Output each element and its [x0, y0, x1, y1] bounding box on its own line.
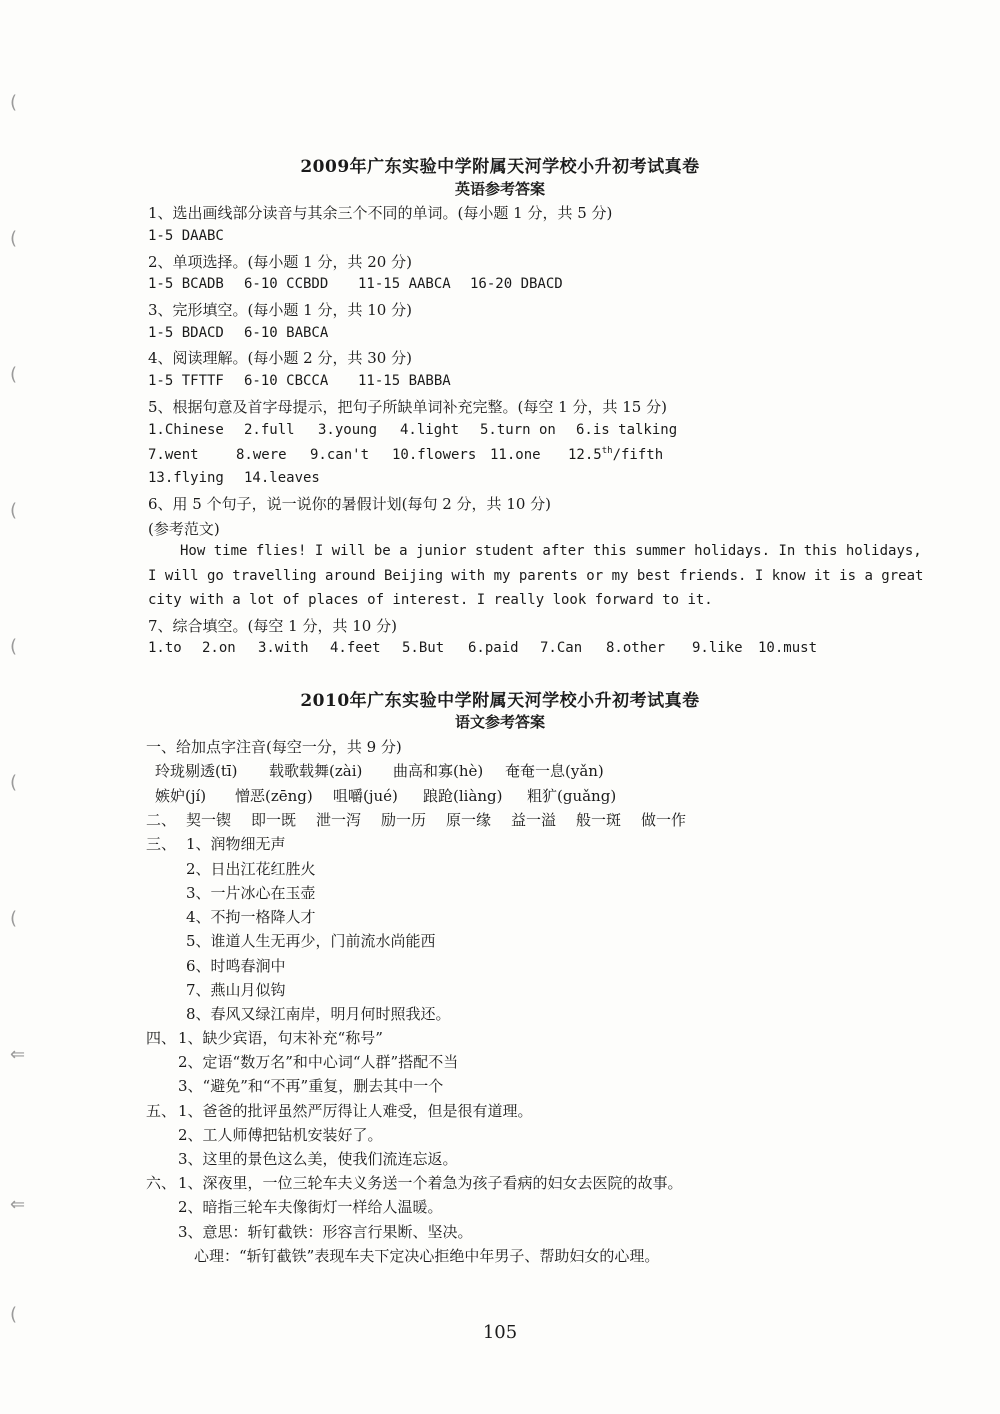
answer-item: 1-5 BDACD — [148, 325, 224, 341]
english-subtitle: 英语参考答案 — [454, 180, 545, 198]
answer-item: 4.light — [400, 422, 460, 438]
essay-line: city with a lot of places of interest. I really look forward to it. — [148, 592, 713, 608]
section-label: 三、 — [146, 835, 177, 853]
essay-line: How time flies! I will be a junior student after this summer holidays. In this holidays, — [180, 543, 922, 559]
english-q3-answers — [148, 325, 328, 341]
punch-mark: ⇐ — [10, 1044, 26, 1065]
answer-item: 6-10 CBCCA — [244, 373, 329, 389]
answer-item: 3.with — [258, 640, 309, 656]
answer-item: 6.is talking — [576, 422, 678, 438]
answer-item: 1-5 BCADB — [148, 276, 224, 292]
answer-item: 14.leaves — [244, 470, 320, 486]
answer-line: 2、工人师傅把钻机安装好了。 — [178, 1126, 383, 1144]
answer-item: 11-15 AABCA — [358, 276, 451, 292]
answer-item: 2.full — [244, 422, 295, 438]
answer-item: 9.can't — [310, 446, 370, 463]
poem-line: 5、谁道人生无再少，门前流水尚能西 — [186, 932, 436, 950]
punch-mark: ( — [10, 500, 18, 521]
answer-line: 3、意思：斩钉截铁：形容言行果断、坚决。 — [178, 1223, 473, 1241]
answer-item: 8.were — [236, 446, 287, 463]
pinyin-item: 憎恶(zēng) — [235, 787, 313, 805]
answer-item: 1-5 TFTTF — [148, 373, 224, 389]
page-number: 105 — [482, 1322, 518, 1343]
punch-mark: ⇐ — [10, 1194, 26, 1215]
pinyin-item: 粗犷(guǎng) — [527, 787, 617, 805]
correction-item: 励一历 — [381, 811, 427, 829]
chinese-s1: 一、给加点字注音(每空一分，共 9 分) — [146, 738, 402, 756]
pinyin-item: 踉跄(liàng) — [423, 787, 503, 805]
punch-mark: ( — [10, 364, 18, 385]
answer-line: 2、定语“数万名”和中心词“人群”搭配不当 — [178, 1053, 459, 1071]
punch-mark: ( — [10, 1304, 18, 1325]
english-q6-reference: (参考范文) — [148, 520, 220, 538]
section-label: 六、 — [146, 1174, 177, 1192]
english-q3: 3、完形填空。(每小题 1 分，共 10 分) — [148, 301, 412, 319]
answer-item: 6-10 BABCA — [244, 325, 329, 341]
essay-line: I will go travelling around Beijing with my parents or my best friends. I know it is a great — [148, 568, 924, 584]
poem-line: 1、润物细无声 — [186, 835, 286, 853]
pinyin-item: 玲珑剔透(tī) — [155, 762, 238, 780]
correction-item: 泄一泻 — [316, 811, 362, 829]
correction-item: 般一斑 — [576, 811, 622, 829]
english-q5-row3 — [148, 470, 320, 486]
answer-item: 3.young — [318, 422, 378, 438]
pinyin-item: 奄奄一息(yǎn) — [505, 762, 604, 780]
answer-item: 1.Chinese — [148, 422, 224, 438]
answer-item: 7.Can — [540, 640, 583, 656]
chinese-s2 — [146, 809, 686, 830]
english-q2-answers — [148, 276, 563, 292]
pinyin-item: 曲高和寡(hè) — [393, 762, 484, 780]
chinese-s1-row2 — [155, 785, 616, 806]
poem-line: 3、一片冰心在玉壶 — [186, 884, 316, 902]
answer-item-12: 12.5th/fifth — [568, 446, 664, 463]
poem-line: 7、燕山月似钩 — [186, 981, 286, 999]
answer-item: 4.feet — [330, 640, 381, 656]
pinyin-item: 载歌载舞(zài) — [269, 762, 363, 780]
answer-item: 6.paid — [468, 640, 519, 656]
answer-item: 9.like — [692, 640, 743, 656]
poem-line: 6、时鸣春涧中 — [186, 957, 286, 975]
pinyin-item: 咀嚼(jué) — [333, 787, 398, 805]
correction-item: 做一作 — [641, 811, 687, 829]
answer-line: 1、爸爸的批评虽然严厉得让人难受，但是很有道理。 — [178, 1102, 533, 1120]
punch-mark: ( — [10, 228, 18, 249]
punch-mark: ( — [10, 772, 18, 793]
section-label: 二、 — [146, 811, 177, 829]
answer-item: 16-20 DBACD — [470, 276, 563, 292]
english-q1-answers: 1-5 DAABC — [148, 228, 224, 244]
english-q4: 4、阅读理解。(每小题 2 分，共 30 分) — [148, 349, 412, 367]
section-label: 四、 — [146, 1029, 177, 1047]
english-q2: 2、单项选择。(每小题 1 分，共 20 分) — [148, 253, 412, 271]
answer-item: 8.other — [606, 640, 666, 656]
correction-item: 契一锲 — [186, 811, 232, 829]
pinyin-item: 嫉妒(jí) — [155, 787, 207, 805]
english-q5: 5、根据句意及首字母提示，把句子所缺单词补充完整。(每空 1 分，共 15 分) — [148, 398, 667, 416]
section-label: 五、 — [146, 1102, 177, 1120]
poem-line: 2、日出江花红胜火 — [186, 860, 316, 878]
answer-item: 13.flying — [148, 470, 224, 486]
english-q7-answers — [148, 640, 817, 656]
answer-line: 3、“避免”和“不再”重复，删去其中一个 — [178, 1077, 444, 1095]
correction-item: 即一既 — [251, 811, 297, 829]
answer-item: 10.must — [758, 640, 818, 656]
correction-item: 益一溢 — [511, 811, 557, 829]
answer-item: 2.on — [202, 640, 236, 656]
poem-line: 8、春风又绿江南岸，明月何时照我还。 — [186, 1005, 451, 1023]
answer-item: 6-10 CCBDD — [244, 276, 329, 292]
correction-item: 原一缘 — [446, 811, 492, 829]
chinese-title: 2010年广东实验中学附属天河学校小升初考试真卷 — [300, 691, 700, 711]
answer-line: 心理：“斩钉截铁”表现车夫下定决心拒绝中年男子、帮助妇女的心理。 — [194, 1247, 660, 1265]
english-q7: 7、综合填空。(每空 1 分，共 10 分) — [148, 617, 397, 635]
answer-item: 11.one — [490, 446, 541, 463]
answer-item: 10.flowers — [392, 446, 477, 463]
answer-item: 11-15 BABBA — [358, 373, 451, 389]
punch-mark: ( — [10, 636, 18, 657]
answer-line: 2、暗指三轮车夫像街灯一样给人温暖。 — [178, 1198, 443, 1216]
english-q5-row2 — [148, 446, 663, 463]
poem-line: 4、不拘一格降人才 — [186, 908, 316, 926]
answer-line: 3、这里的景色这么美，使我们流连忘返。 — [178, 1150, 458, 1168]
english-q1: 1、选出画线部分读音与其余三个不同的单词。(每小题 1 分，共 5 分) — [148, 204, 613, 222]
english-title: 2009年广东实验中学附属天河学校小升初考试真卷 — [300, 157, 700, 177]
chinese-subtitle: 语文参考答案 — [454, 713, 545, 731]
answer-item: 5.But — [402, 640, 445, 656]
answer-item: 7.went — [148, 446, 199, 463]
answer-line: 1、深夜里，一位三轮车夫义务送一个着急为孩子看病的妇女去医院的故事。 — [178, 1174, 683, 1192]
answer-item: 1.to — [148, 640, 182, 656]
answer-item: 5.turn on — [480, 422, 556, 438]
english-q4-answers — [148, 373, 451, 389]
english-q6: 6、用 5 个句子，说一说你的暑假计划(每句 2 分，共 10 分) — [148, 495, 552, 513]
english-q5-row1 — [148, 422, 677, 438]
answer-line: 1、缺少宾语，句末补充“称号” — [178, 1029, 383, 1047]
chinese-s1-row1 — [155, 760, 604, 781]
punch-mark: ( — [10, 908, 18, 929]
punch-mark: ( — [10, 92, 18, 113]
